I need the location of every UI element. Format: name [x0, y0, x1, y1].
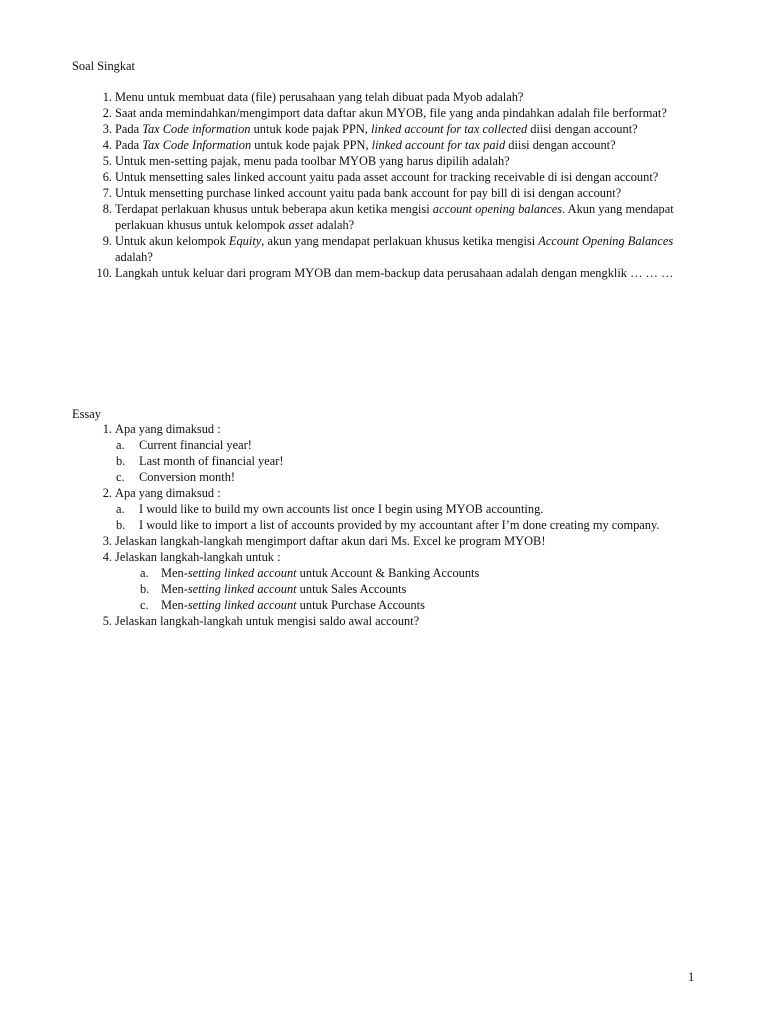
sub-item-text: Men-: [161, 598, 188, 612]
item-text-italic: account opening balances: [432, 202, 563, 216]
list-item: [72, 233, 700, 265]
sub-item-text: I would like to build my own accounts list once I begin using MYOB accounting.: [139, 502, 544, 516]
sub-item: [72, 565, 700, 581]
item-text: Jelaskan langkah-langkah mengimport daftar akun dari Ms. Excel ke program MYOB!: [115, 534, 546, 548]
item-text: Terdapat perlakuan khusus untuk beberapa akun ketika mengisi: [115, 202, 433, 216]
sub-item-letter: b.: [116, 454, 126, 468]
list-item: [72, 533, 700, 549]
item-text-italic: Equity: [228, 234, 262, 248]
item-text: Saat anda memindahkan/mengimport data daftar akun MYOB, file yang anda pindahkan adalah file berformat?: [115, 106, 667, 120]
sub-item-letter: c.: [140, 598, 149, 612]
item-number: 10.: [96, 266, 112, 280]
item-text-italic: linked account for tax paid: [371, 138, 506, 152]
sub-item-text: untuk Account & Banking Accounts: [296, 566, 480, 580]
item-text: Untuk men-setting pajak, menu pada toolbar MYOB yang harus dipilih adalah?: [115, 154, 510, 168]
sub-item: [72, 469, 700, 485]
essay-question-list: [72, 421, 700, 629]
item-text: adalah?: [115, 250, 153, 264]
item-text: Apa yang dimaksud :: [115, 486, 221, 500]
item-number: 5.: [102, 614, 112, 628]
sub-item-text-italic: setting linked account: [187, 598, 297, 612]
item-number: 5.: [102, 154, 112, 168]
sub-item-letter: b.: [116, 518, 126, 532]
item-text-italic: Account Opening Balances: [538, 234, 674, 248]
item-text: , akun yang mendapat perlakuan khusus ketika mengisi: [261, 234, 539, 248]
item-number: 3.: [102, 534, 112, 548]
list-item: [72, 201, 700, 233]
sub-item-text-italic: setting linked account: [187, 566, 297, 580]
item-text-italic: Tax Code Information: [142, 138, 252, 152]
item-text: Untuk akun kelompok: [115, 234, 229, 248]
section-title-soal-singkat: Soal Singkat: [72, 59, 135, 73]
list-item: [72, 121, 700, 137]
list-item: [72, 137, 700, 153]
list-item: [72, 549, 700, 565]
sub-item-letter: a.: [116, 438, 125, 452]
item-text: Untuk mensetting sales linked account yaitu pada asset account for tracking receivable di isi dengan account?: [115, 170, 659, 184]
item-number: 4.: [102, 550, 112, 564]
item-number: 7.: [102, 186, 112, 200]
item-number: 4.: [102, 138, 112, 152]
item-text-italic: Tax Code information: [142, 122, 251, 136]
item-text: Pada: [115, 122, 143, 136]
sub-item-text: I would like to import a list of accounts provided by my accountant after I’m done creating my company.: [139, 518, 660, 532]
list-item: [72, 89, 700, 105]
item-text: untuk kode pajak PPN,: [251, 138, 372, 152]
item-text: Jelaskan langkah-langkah untuk :: [115, 550, 281, 564]
list-item: [72, 153, 700, 169]
list-item: [72, 185, 700, 201]
sub-item-text: untuk Purchase Accounts: [296, 598, 425, 612]
sub-item: [72, 437, 700, 453]
item-text: Untuk mensetting purchase linked account yaitu pada bank account for pay bill di isi dengan account?: [115, 186, 622, 200]
list-item: [72, 485, 700, 501]
sub-item-text: untuk Sales Accounts: [296, 582, 407, 596]
sub-item: [72, 517, 700, 533]
item-text: untuk kode pajak PPN,: [250, 122, 371, 136]
sub-item-text: Men-: [161, 566, 188, 580]
item-text-italic: linked account for tax collected: [370, 122, 528, 136]
item-number: 2.: [102, 106, 112, 120]
item-text: diisi dengan account?: [505, 138, 616, 152]
item-text: . Akun yang mendapat perlakuan khusus untuk kelompok: [115, 202, 674, 232]
item-text: Apa yang dimaksud :: [115, 422, 221, 436]
item-text: Pada: [115, 138, 143, 152]
item-text: Jelaskan langkah-langkah untuk mengisi saldo awal account?: [115, 614, 420, 628]
list-item: [72, 613, 700, 629]
sub-item: [72, 597, 700, 613]
item-number: 1.: [102, 90, 112, 104]
sub-item-text-italic: setting linked account: [187, 582, 297, 596]
list-item: [72, 105, 700, 121]
item-text: adalah?: [313, 218, 355, 232]
list-item: [72, 265, 700, 281]
list-item: [72, 421, 700, 437]
item-number: 6.: [102, 170, 112, 184]
section-title-essay: Essay: [72, 407, 101, 421]
sub-item-text: Men-: [161, 582, 188, 596]
item-text: Langkah untuk keluar dari program MYOB dan mem-backup data perusahaan adalah dengan mengklik … … …: [115, 266, 674, 280]
sub-item: [72, 501, 700, 517]
item-number: 9.: [102, 234, 112, 248]
list-item: [72, 169, 700, 185]
page-number: 1: [688, 970, 695, 984]
sub-item: [72, 453, 700, 469]
sub-item-letter: a.: [116, 502, 125, 516]
item-text: Menu untuk membuat data (file) perusahaan yang telah dibuat pada Myob adalah?: [115, 90, 524, 104]
item-number: 3.: [102, 122, 112, 136]
item-number: 2.: [102, 486, 112, 500]
sub-item-letter: c.: [116, 470, 125, 484]
item-text-italic: asset: [288, 218, 314, 232]
item-text: diisi dengan account?: [527, 122, 638, 136]
short-question-list: [72, 89, 700, 281]
item-number: 1.: [102, 422, 112, 436]
sub-item-text: Current financial year!: [139, 438, 252, 452]
item-number: 8.: [102, 202, 112, 216]
sub-item-letter: a.: [140, 566, 149, 580]
sub-item-text: Conversion month!: [139, 470, 236, 484]
sub-item: [72, 581, 700, 597]
sub-item-letter: b.: [140, 582, 150, 596]
sub-item-text: Last month of financial year!: [139, 454, 284, 468]
